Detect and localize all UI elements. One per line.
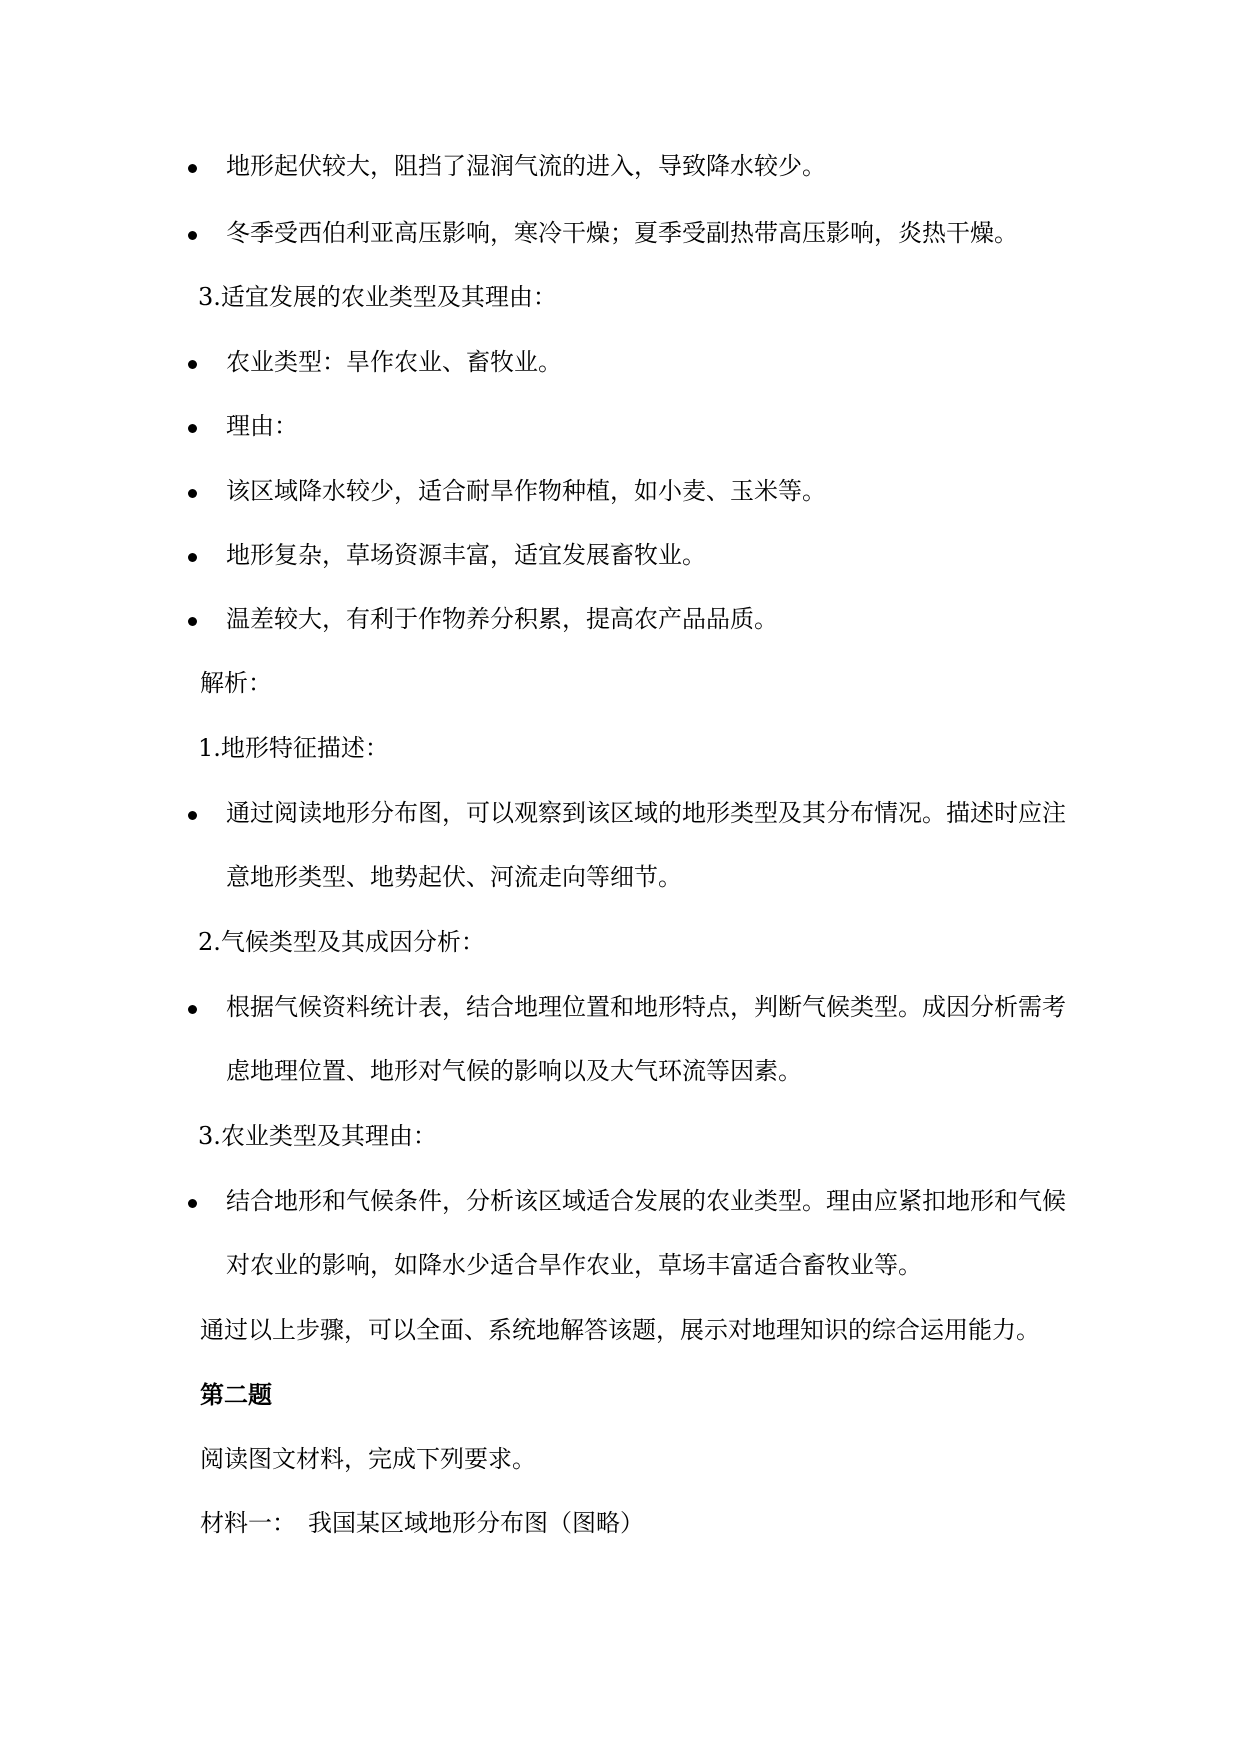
analysis-label: 解析： (200, 669, 272, 697)
bullet-text-continuation: 对农业的影响，如降水少适合旱作农业，草场丰富适合畜牧业等。 (226, 1251, 922, 1279)
bullet-text: 理由： (226, 412, 298, 440)
section-heading: 2.气候类型及其成因分析： (198, 928, 485, 956)
bullet-text: 结合地形和气候条件，分析该区域适合发展的农业类型。理由应紧扣地形和气候 (226, 1187, 1066, 1215)
bullet-dot (188, 617, 197, 626)
bullet-dot (188, 811, 197, 820)
section-heading: 3.适宜发展的农业类型及其理由： (198, 283, 557, 311)
bullet-dot (188, 164, 197, 173)
bullet-text: 通过阅读地形分布图，可以观察到该区域的地形类型及其分布情况。描述时应注 (226, 799, 1066, 827)
bullet-text-continuation: 虑地理位置、地形对气候的影响以及大气环流等因素。 (226, 1057, 802, 1085)
bullet-dot (188, 1199, 197, 1208)
bullet-text: 地形起伏较大，阻挡了湿润气流的进入，导致降水较少。 (226, 152, 826, 180)
bullet-dot (188, 553, 197, 562)
material-paragraph: 材料一： 我国某区域地形分布图（图略） (200, 1509, 644, 1537)
bullet-text: 农业类型：旱作农业、畜牧业。 (226, 348, 562, 376)
bullet-text: 根据气候资料统计表，结合地理位置和地形特点，判断气候类型。成因分析需考 (226, 993, 1066, 1021)
bullet-text: 温差较大，有利于作物养分积累，提高农产品品质。 (226, 605, 778, 633)
bullet-dot (188, 489, 197, 498)
section-heading: 1.地形特征描述： (198, 734, 389, 762)
bullet-text-continuation: 意地形类型、地势起伏、河流走向等细节。 (226, 863, 682, 891)
instruction-paragraph: 阅读图文材料，完成下列要求。 (200, 1445, 536, 1473)
bullet-text: 地形复杂，草场资源丰富，适宜发展畜牧业。 (226, 541, 706, 569)
bullet-dot (188, 424, 197, 433)
summary-paragraph: 通过以上步骤，可以全面、系统地解答该题，展示对地理知识的综合运用能力。 (200, 1316, 1040, 1344)
question-title: 第二题 (200, 1380, 272, 1409)
section-heading: 3.农业类型及其理由： (198, 1122, 437, 1150)
bullet-dot (188, 360, 197, 369)
bullet-text: 该区域降水较少，适合耐旱作物种植，如小麦、玉米等。 (226, 477, 826, 505)
bullet-dot (188, 231, 197, 240)
bullet-text: 冬季受西伯利亚高压影响，寒冷干燥；夏季受副热带高压影响，炎热干燥。 (226, 219, 1018, 247)
bullet-dot (188, 1005, 197, 1014)
